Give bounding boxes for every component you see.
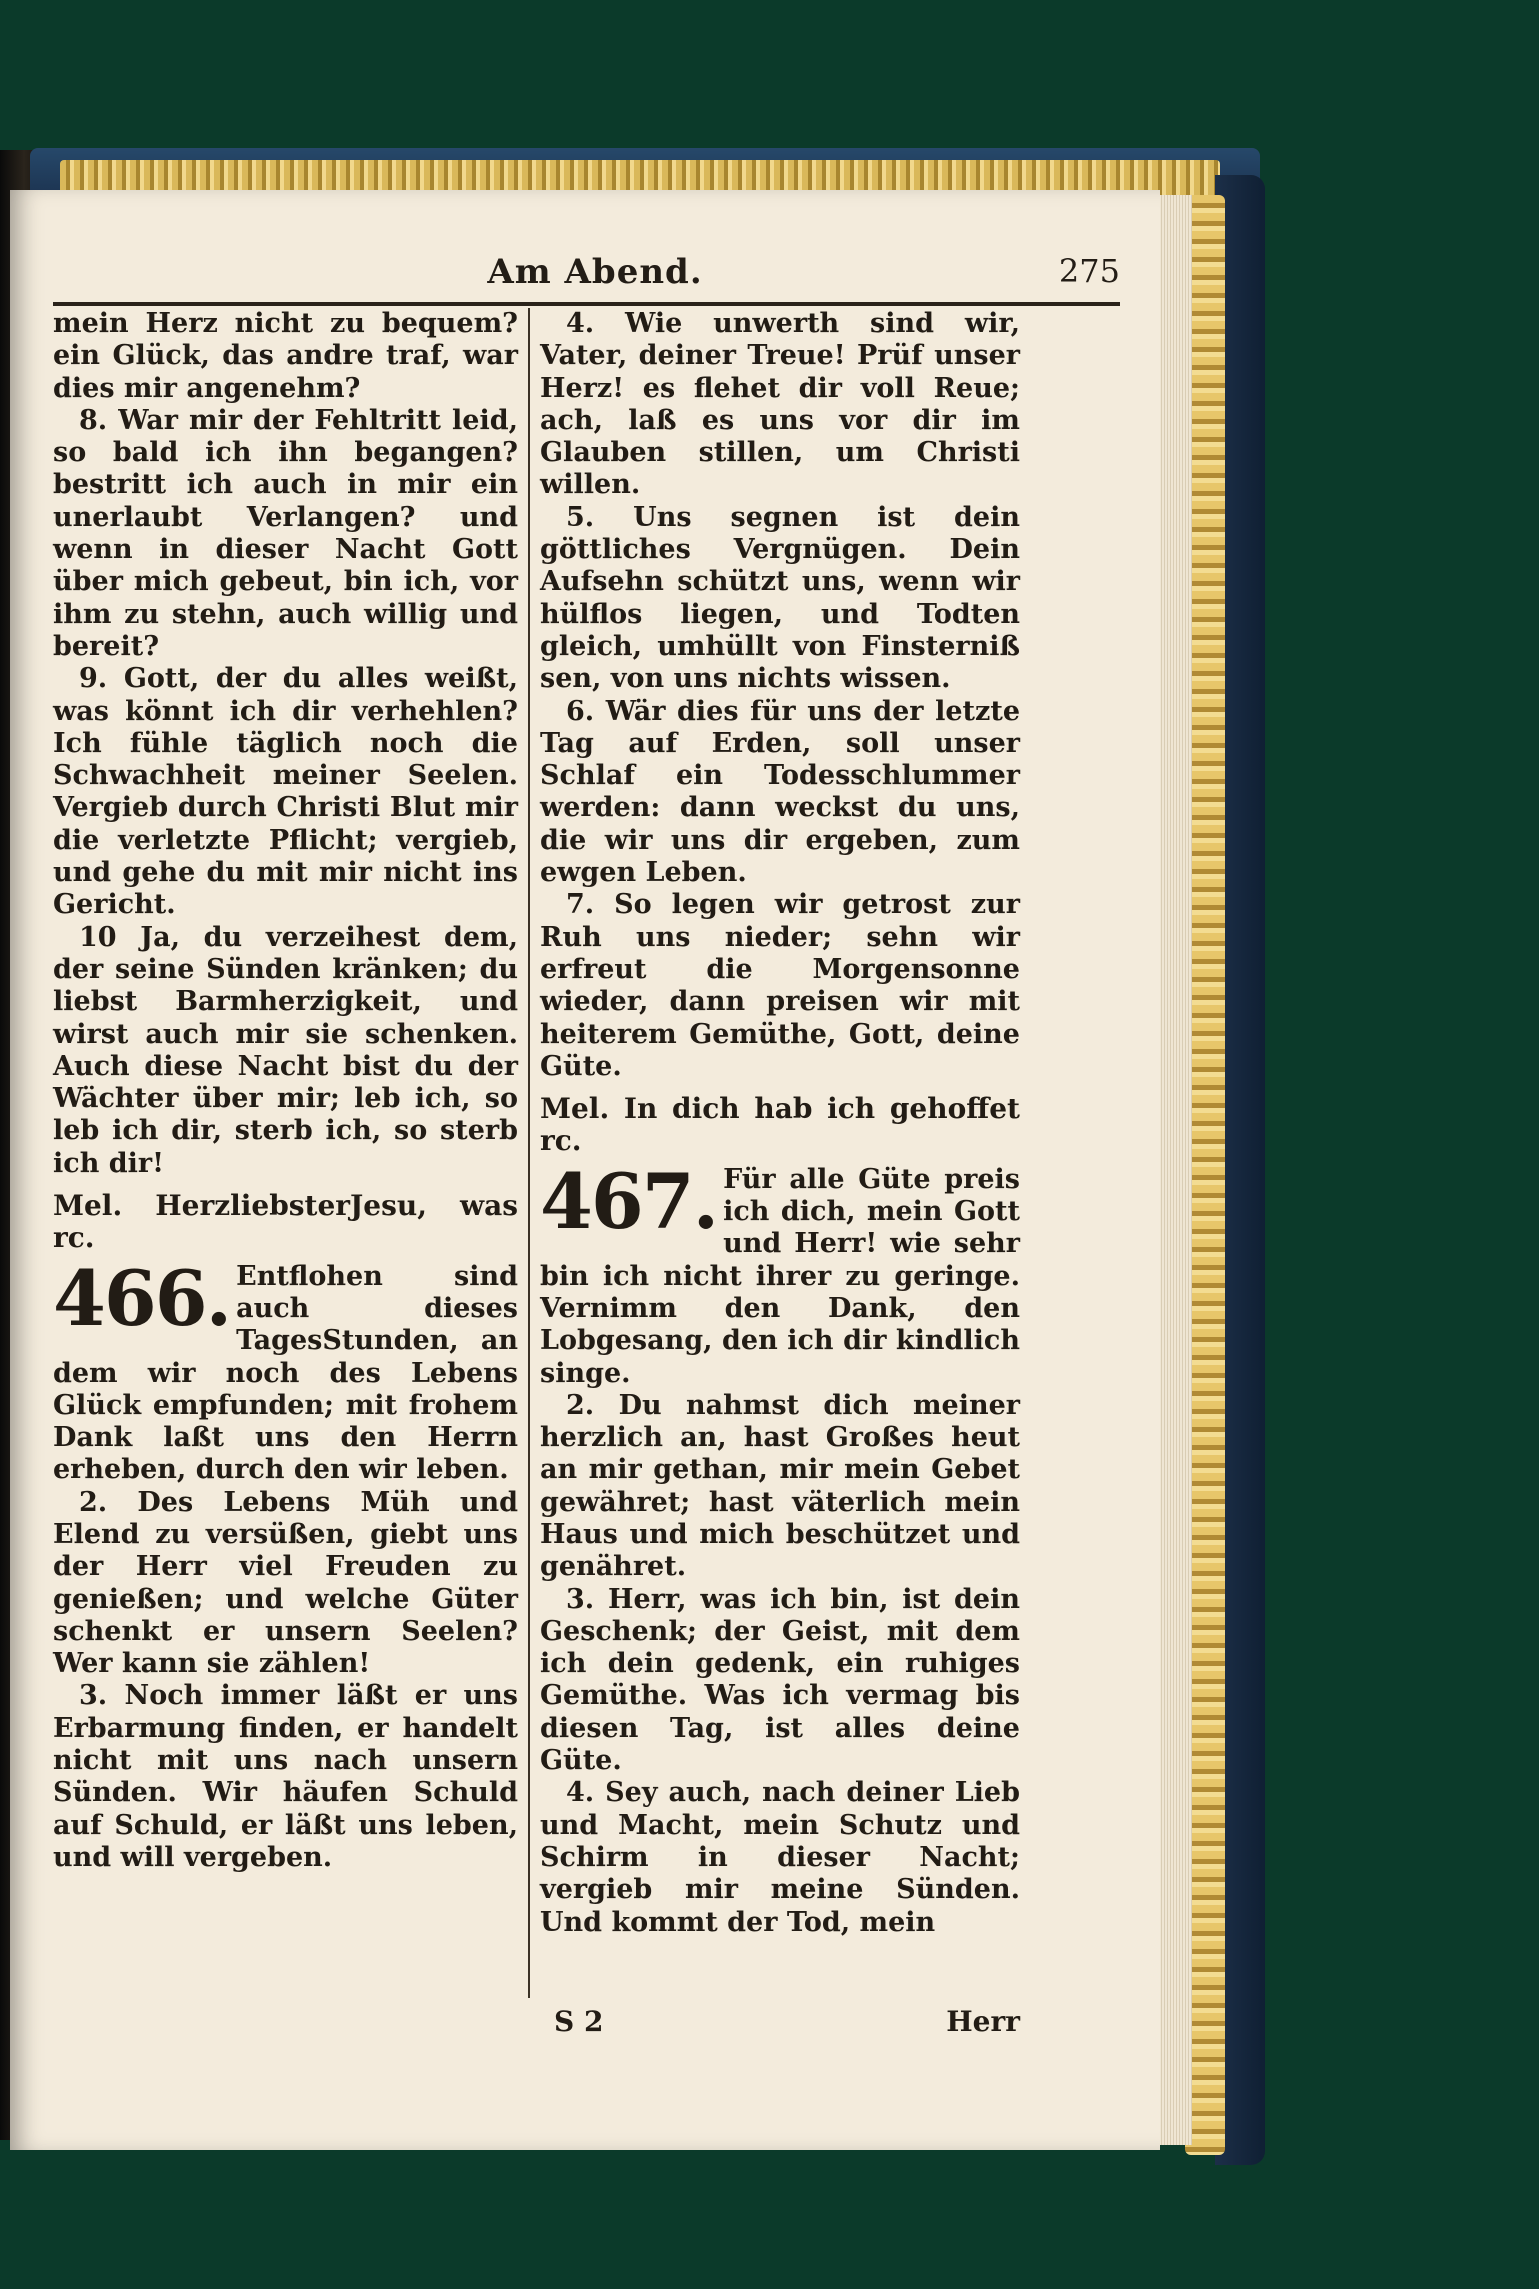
verse: 5. Uns segnen ist dein göttliches Vergnügen. Dein Aufsehn schützt uns, wenn wir hülflos liegen, und Todten gleich, umhüllt von Finsterniß sen, von uns nichts wissen. <box>540 501 1020 695</box>
hymn-466 <box>53 1253 518 1487</box>
verse: 10 Ja, du verzeihest dem, der seine Sünden kränken; du liebst Barmherzigkeit, und wirst auch mir sie schenken. Auch diese Nacht bist du der Wächter über mir; leb ich, so leb ich dir, sterb ich, so sterb ich dir! <box>53 921 518 1179</box>
verse: 3. Noch immer läßt er uns Erbarmung finden, er handelt nicht mit uns nach unsern Sünden. Wir häufen Schuld auf Schuld, er läßt uns leben, und will vergeben. <box>53 1680 518 1873</box>
page-number: 275 <box>1058 252 1120 290</box>
verse: 8. War mir der Fehltritt leid, so bald ich ihn begangen? bestritt ich auch in mir ein unerlaubt Verlangen? und wenn in dieser Nacht Gott über mich gebeut, bin ich, vor ihm zu stehn, auch willig und bereit? <box>53 404 518 662</box>
hymn-first-verse: Entflohen sind auch dieses TagesStunden, an dem wir noch des Lebens Glück empfunden; mit frohem Dank laßt uns den Herrn erheben, durch den wir leben. <box>53 1260 518 1486</box>
header-rule <box>53 302 1120 306</box>
verse: 4. Sey auch, nach deiner Lieb und Macht, mein Schutz und Schirm in dieser Nacht; vergieb mir meine Sünden. Und kommt der Tod, mein <box>540 1777 1020 1938</box>
page-footer <box>540 2005 1020 2045</box>
hymn-number: 466. <box>53 1253 231 1343</box>
hymn-first-verse: Für alle Güte preis ich dich, mein Gott und Herr! wie sehr bin ich nicht ihrer zu geringe. Vernimm den Dank, den Lobgesang, den ich dir kindlich singe. <box>540 1163 1020 1389</box>
running-title: Am Abend. <box>487 252 703 292</box>
verse: 9. Gott, der du alles weißt, was könnt ich dir verhehlen? Ich fühle täglich noch die Schwachheit meiner Seelen. Vergieb durch Christi Blut mir die verletzte Pflicht; vergieb, und gehe du mit mir nicht ins Gericht. <box>53 663 518 921</box>
melody-line: Mel. HerzliebsterJesu, was rc. <box>53 1189 518 1255</box>
verse: 3. Herr, was ich bin, ist dein Geschenk; der Geist, mit dem ich dein gedenk, ein ruhiges Gemüthe. Was ich vermag bis diesen Tag, ist alles deine Güte. <box>540 1583 1020 1777</box>
right-column <box>540 308 1020 1939</box>
book-page <box>10 190 1160 2150</box>
column-divider <box>528 308 530 1998</box>
catchword: Herr <box>946 2005 1020 2038</box>
verse: 4. Wie unwerth sind wir, Vater, deiner Treue! Prüf unser Herz! es flehet dir voll Reue; ach, laß es uns vor dir im Glauben stillen, um Christi willen. <box>540 308 1020 501</box>
verse: 7. So legen wir getrost zur Ruh uns nieder; sehn wir erfreut die Morgensonne wieder, dann preisen wir mit heiterem Gemüthe, Gott, deine Güte. <box>540 889 1020 1082</box>
paragraph: mein Herz nicht zu bequem? ein Glück, das andre traf, war dies mir angenehm? <box>53 308 518 404</box>
hymn-number: 467. <box>540 1156 718 1246</box>
signature-mark: S 2 <box>554 2005 604 2038</box>
verse: 2. Du nahmst dich meiner herzlich an, hast Großes heut an mir gethan, mir mein Gebet gewähret; hast väterlich mein Haus und mich beschützet und genähret. <box>540 1389 1020 1583</box>
verse: 6. Wär dies für uns der letzte Tag auf Erden, soll unser Schlaf ein Todesschlummer werden: dann weckst du uns, die wir uns dir ergeben, zum ewgen Leben. <box>540 695 1020 889</box>
melody-line: Mel. In dich hab ich gehoffet rc. <box>540 1092 1020 1158</box>
running-header <box>70 252 1120 302</box>
hymn-467 <box>540 1156 1020 1390</box>
verse: 2. Des Lebens Müh und Elend zu versüßen, giebt uns der Herr viel Freuden zu genießen; und welche Güter schenkt er unsern Seelen? Wer kann sie zählen! <box>53 1486 518 1680</box>
left-column <box>53 308 518 1874</box>
